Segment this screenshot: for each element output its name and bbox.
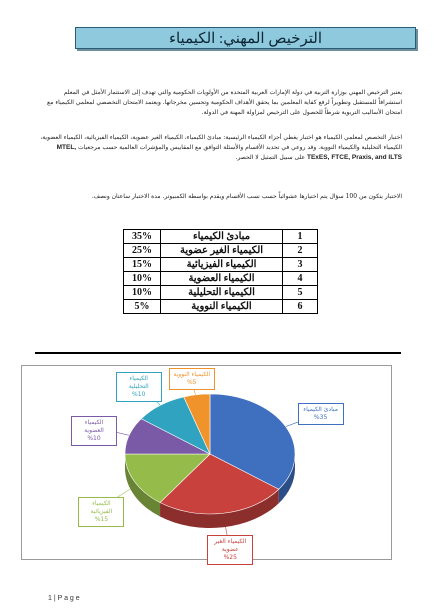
slice-category-text: الكيمياء الفيزيائية [90, 499, 113, 515]
table-row [124, 258, 318, 272]
pie-chart-canvas [22, 366, 391, 559]
slice-value-text: %10 [87, 434, 101, 442]
table-row [124, 300, 318, 314]
topic-number: 5 [283, 286, 318, 300]
slice-value-text: %10 [132, 390, 146, 398]
scope-paragraph [40, 133, 402, 163]
reference-tail: على سبيل التمثيل لا الحصر. [235, 154, 306, 161]
pie-slice-label [71, 416, 117, 446]
topic-name: الكيمياء العضوية [161, 272, 283, 286]
reference-standards-1: MTEL, TExES, [56, 144, 330, 161]
table-row [124, 230, 318, 244]
intro-paragraph: يعتبر الترخيص المهني بوزارة التربية في دولة الإمارات العربية المتحدة من الأولويات الحكومية والتي تهدف إلى الاستثمار الأمثل في المعلم استشرافاً للمستقبل وتطويراً لرفع كفاية المعلمين بما يحقق الأهداف الحكومية وتحسين مخرجاتها. ويعتمد الامتحان التخصصي لمعلمي الكيمياء مع امتحان الأساليب التربوية شرطاً للحصول على الترخيص لمزاولة المهنة في الدولة. [47, 89, 402, 116]
topic-name: الكيمياء التحليلية [161, 286, 283, 300]
slice-category-text: الكيمياء النووية [173, 371, 211, 378]
topic-name: الكيمياء النووية [161, 300, 283, 314]
slice-value-text: %35 [313, 414, 328, 422]
slice-category-text: الكيمياء العضوية [84, 418, 104, 434]
topic-percent: 25% [124, 244, 161, 258]
pie-slice-label [207, 535, 253, 565]
topic-percent: 10% [124, 286, 161, 300]
pie-slice-label [298, 403, 344, 425]
slice-value-text: %25 [223, 554, 237, 561]
topic-percent: 5% [124, 300, 161, 314]
topic-name: الكيمياء الفيزيائية [161, 258, 283, 272]
topic-percent: 15% [124, 258, 161, 272]
slice-category-text: مبادئ الكيمياء [303, 406, 338, 414]
topics-table [123, 229, 318, 314]
page-title: الترخيص المهني: الكيمياء [168, 30, 323, 47]
reference-standards-2: FTCE, Praxis, and ILTS [331, 154, 402, 161]
topic-number: 4 [283, 272, 318, 286]
slice-category-text: الكيمياء الغير عضوية [214, 538, 247, 553]
topics-pie-chart [21, 365, 392, 560]
table-row [124, 272, 318, 286]
page-footer [48, 595, 80, 602]
pie-slice-label [116, 372, 162, 402]
pie-slice-label [169, 368, 215, 390]
slice-value-text: %5 [186, 379, 197, 386]
topic-name: الكيمياء الغير عضوية [161, 244, 283, 258]
slice-category-text: الكيمياء التحليلية [128, 374, 149, 390]
slice-value-text: %15 [94, 515, 109, 523]
page-title-box [75, 27, 416, 49]
pie-slice-label [78, 497, 124, 527]
scope-text: اختبار التخصص لمعلمي الكيمياء هو اختبار يغطي أجزاء الكيمياء الرئيسية: مبادئ الكيمياء، الكيمياء الغير عضوية، الكيمياء الفيزيائية، الكيمياء العضوية، الكيمياء التحليلية والكيمياء النووية. وقد روعي في تحديد الأقسام والأسئلة التوافق مع المقاييس والمؤشرات العالمية حسب مرجعيات [40, 134, 402, 151]
section-divider [35, 352, 401, 354]
page-number: 1 | P a g e [48, 595, 80, 602]
table-row [124, 244, 318, 258]
topic-number: 1 [283, 230, 318, 244]
topic-number: 6 [283, 300, 318, 314]
exam-format-paragraph: الاختبار يتكون من 100 سؤال يتم اختيارها عشوائياً حسب نسب الأقسام ويقدم بواسطة الكمبيوتر. مدة الاختبار ساعتان ونصف. [91, 193, 402, 200]
topic-name: مبادئ الكيمياء [161, 230, 283, 244]
table-row [124, 286, 318, 300]
topic-number: 3 [283, 258, 318, 272]
topic-number: 2 [283, 244, 318, 258]
topic-percent: 10% [124, 272, 161, 286]
topic-percent: 35% [124, 230, 161, 244]
